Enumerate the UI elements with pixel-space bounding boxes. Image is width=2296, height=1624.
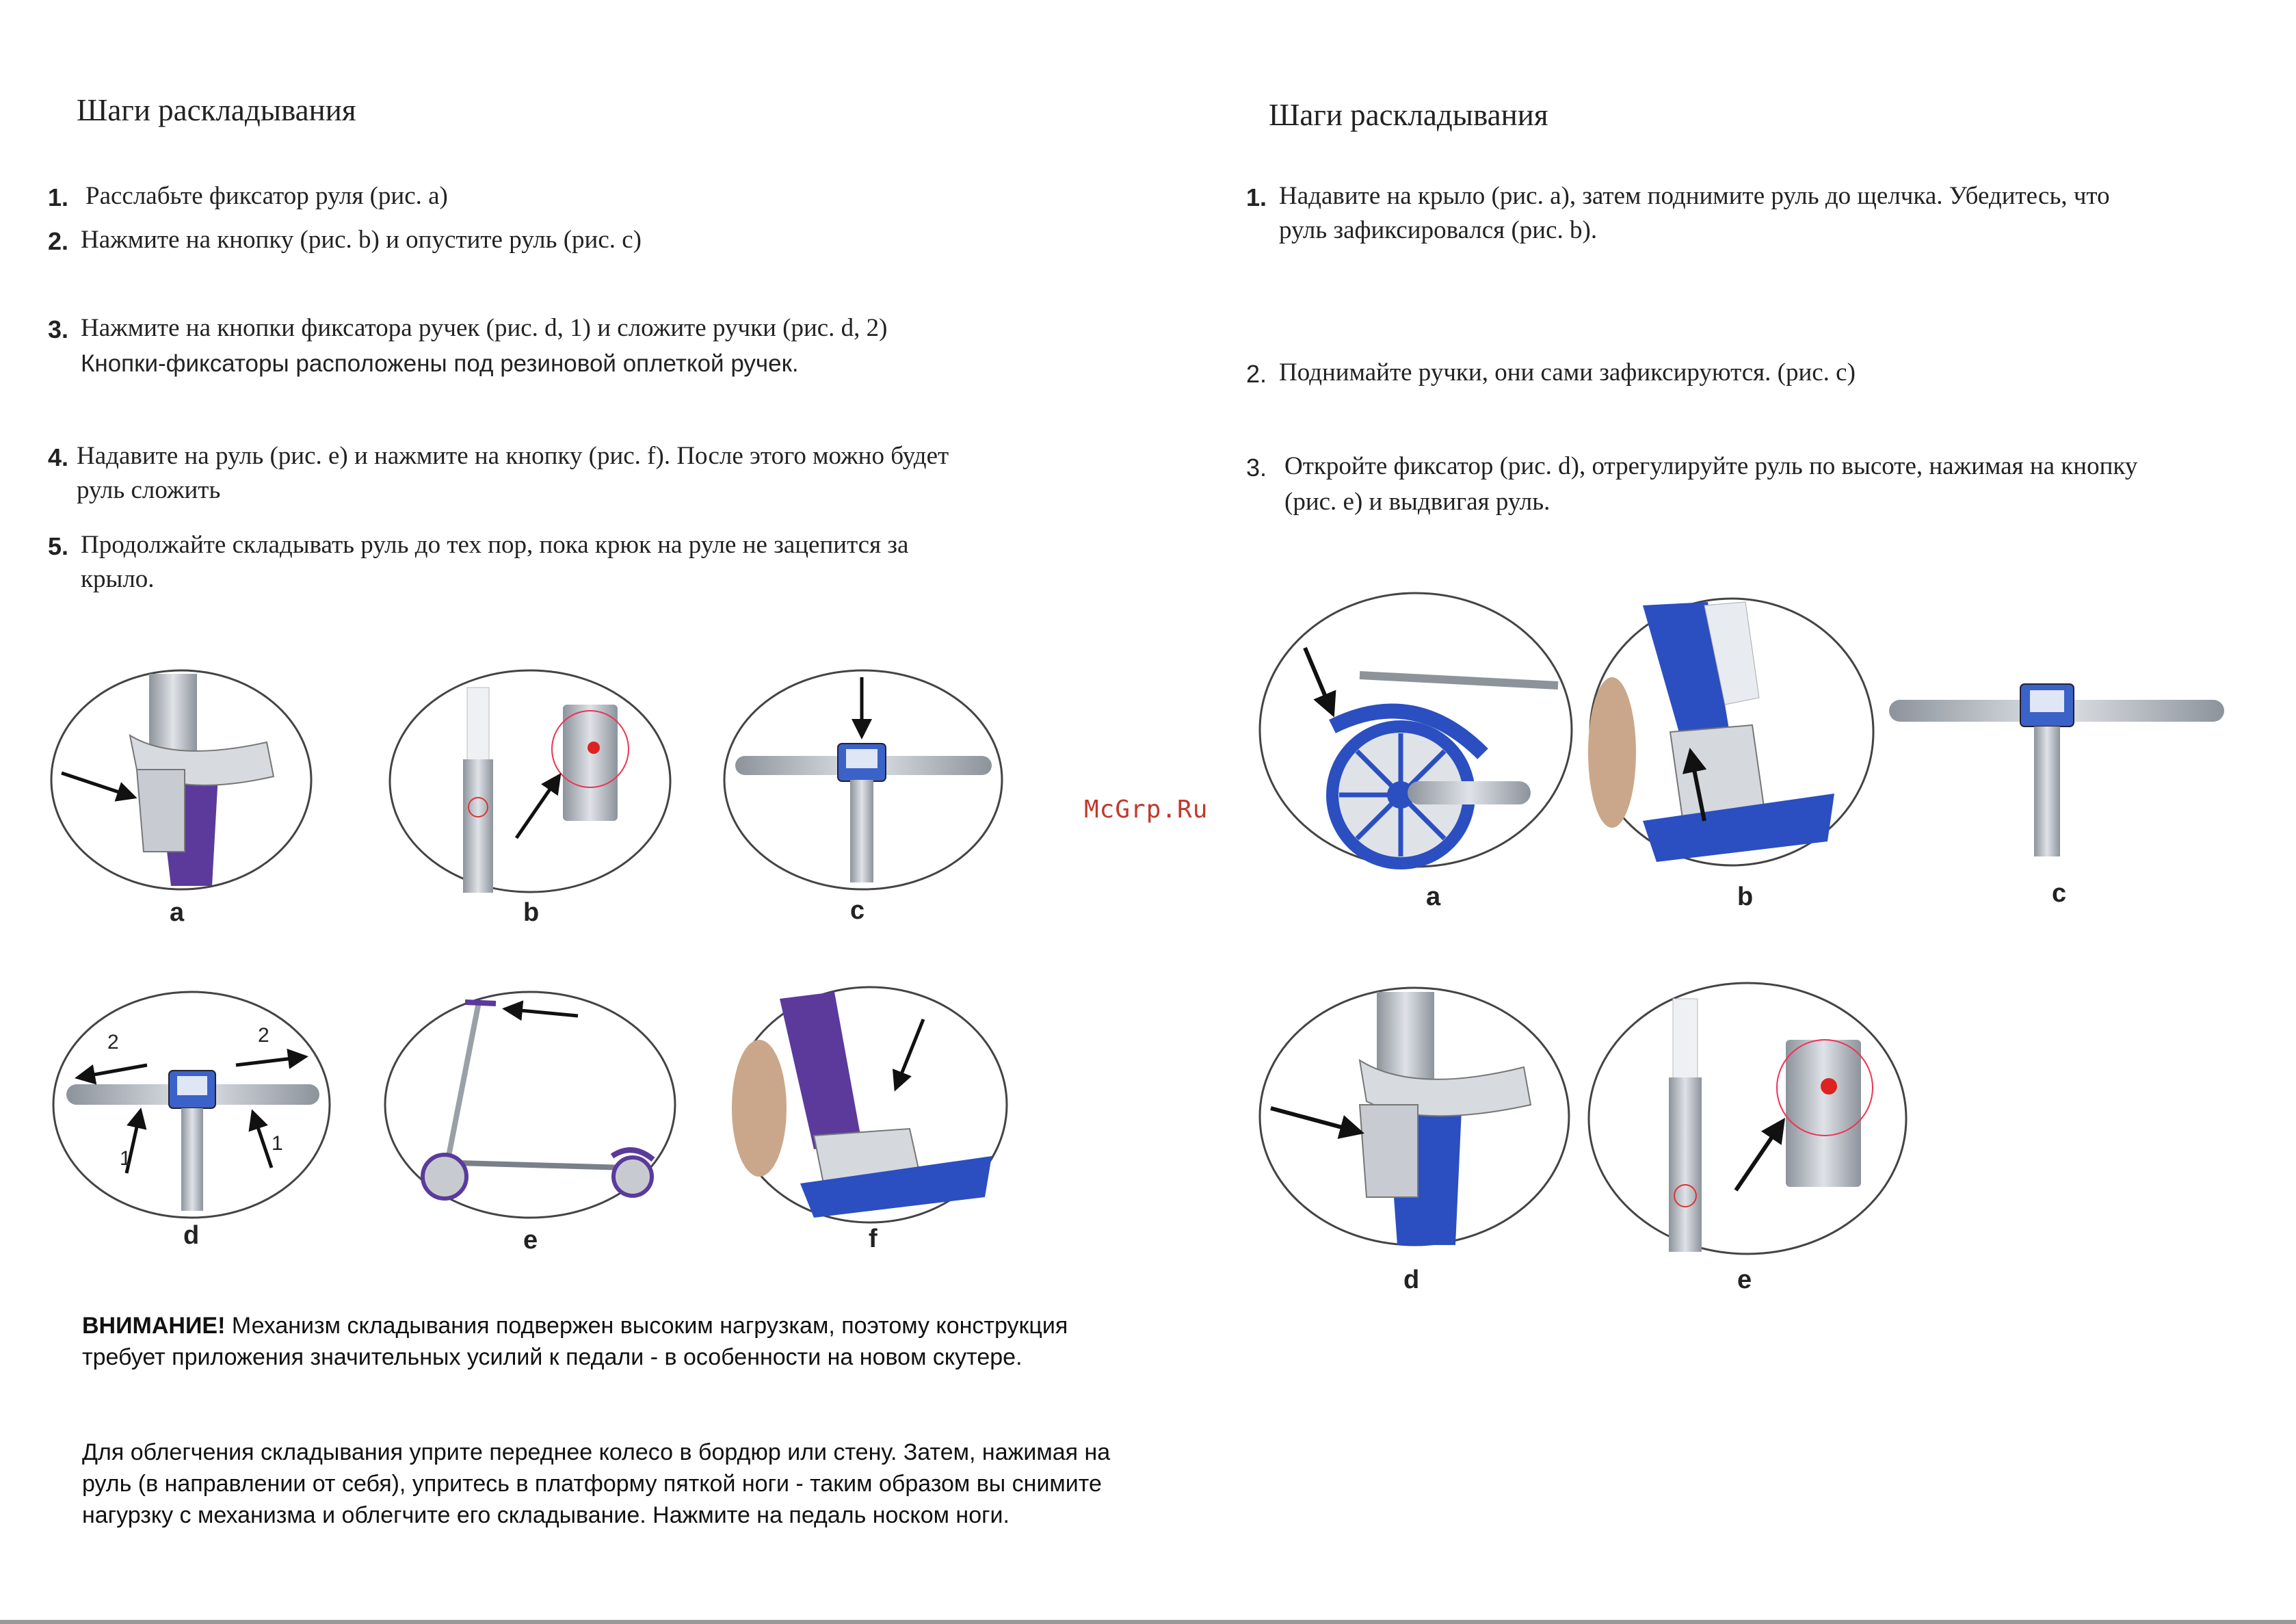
clamp-illustration — [48, 667, 315, 893]
step-text-line-2: (рис. е) и выдвигая руль. — [1284, 488, 1551, 516]
fig-right-b — [1588, 595, 1875, 869]
tube-button-illustration — [386, 667, 674, 896]
fig-right-d — [1257, 985, 1572, 1248]
fig-mark: 2 — [258, 1024, 269, 1047]
step-number: 4. — [48, 443, 69, 471]
step-number: 2. — [48, 227, 69, 255]
step-text: Нажмите на кнопки фиксатора ручек (рис. d, 1) и сложите ручки (рис. d, 2) — [81, 314, 888, 342]
watermark: McGrp.Ru — [1084, 796, 1209, 824]
step-text-line-2: крыло. — [81, 565, 155, 593]
handlebar-fold-illustration — [51, 988, 332, 1221]
step-text-line-2: руль сложить — [77, 476, 221, 504]
height-button-illustration — [1585, 978, 1910, 1259]
warning-label: ВНИМАНИЕ! — [82, 1313, 226, 1339]
clamp-open-illustration — [1257, 985, 1572, 1248]
step-text-line-2: руль зафиксировался (рис. b). — [1279, 216, 1598, 244]
left-title: Шаги раскладывания — [77, 93, 356, 127]
step-text: Расслабьте фиксатор руля (рис. а) — [85, 182, 448, 210]
right-title: Шаги раскладывания — [1269, 98, 1548, 132]
step-text: Надавите на руль (рис. е) и нажмите на кнопку (рис. f). После этого можно будет — [77, 442, 949, 470]
fig-label: f — [869, 1224, 878, 1253]
fig-left-c — [722, 667, 1005, 893]
fig-label: d — [183, 1221, 200, 1250]
scooter-illustration — [383, 988, 677, 1221]
fig-label: e — [523, 1226, 538, 1255]
step-text: Нажмите на кнопку (рис. b) и опустите руль (рис. с) — [81, 226, 642, 254]
step-number: 1. — [48, 183, 69, 211]
fig-left-f — [732, 985, 1009, 1224]
fig-right-c — [1882, 619, 2238, 865]
fig-label: a — [170, 898, 185, 927]
fig-right-e — [1585, 978, 1910, 1259]
warning-text: Механизм складывания подвержен высоким нагрузкам, поэтому конструкция требует приложения значительных усилий к педали - в особенности на новом скутере. — [82, 1313, 1068, 1370]
step-text-line-2: Кнопки-фиксаторы расположены под резиновой оплеткой ручек. — [81, 350, 799, 377]
fig-label: a — [1426, 882, 1441, 911]
tip-note: Для облегчения складывания уприте переднее колесо в бордюр или стену. Затем, нажимая на руль (в направлении от себя), упритесь в платформу пяткой ноги - таким образом вы снимите нагурзку с механизма и облегчите его складывание. Нажмите на педаль носком ноги. — [82, 1439, 1111, 1528]
handlebar-raised-illustration — [1882, 619, 2238, 865]
fig-mark: 2 — [107, 1031, 119, 1053]
step-number: 1. — [1246, 183, 1267, 211]
fig-left-d — [51, 988, 332, 1221]
fig-label: e — [1737, 1266, 1752, 1294]
fig-right-a — [1257, 590, 1575, 870]
fig-label: c — [850, 896, 865, 925]
fig-label: b — [1737, 882, 1754, 911]
bottom-border — [0, 1620, 2296, 1624]
fig-mark: 1 — [120, 1147, 131, 1170]
latch-illustration — [1588, 595, 1875, 869]
step-text: Откройте фиксатор (рис. d), отрегулируйте руль по высоте, нажимая на кнопку — [1284, 452, 2138, 480]
step-text: Продолжайте складывать руль до тех пор, пока крюк на руле не зацепится за — [81, 531, 909, 559]
handlebar-illustration — [722, 667, 1005, 893]
fig-label: d — [1403, 1266, 1420, 1294]
warning-note — [82, 1310, 1149, 1373]
fig-label: c — [2052, 879, 2067, 908]
step-number: 5. — [48, 532, 69, 560]
step-text: Надавите на крыло (рис. а), затем поднимите руль до щелчка. Убедитесь, что — [1279, 182, 2110, 210]
step-text: Поднимайте ручки, они сами зафиксируются. (рис. с) — [1279, 358, 1856, 387]
fig-mark: 1 — [272, 1132, 283, 1155]
fig-left-e — [383, 988, 677, 1221]
step-number: 3. — [48, 315, 69, 343]
fig-left-a — [48, 667, 315, 893]
step-number: 3. — [1246, 454, 1267, 482]
fig-label: b — [523, 898, 540, 927]
fender-wheel-illustration — [1257, 590, 1575, 870]
fold-pedal-illustration — [732, 985, 1009, 1224]
step-number: 2. — [1246, 360, 1267, 388]
fig-left-b — [386, 667, 674, 896]
